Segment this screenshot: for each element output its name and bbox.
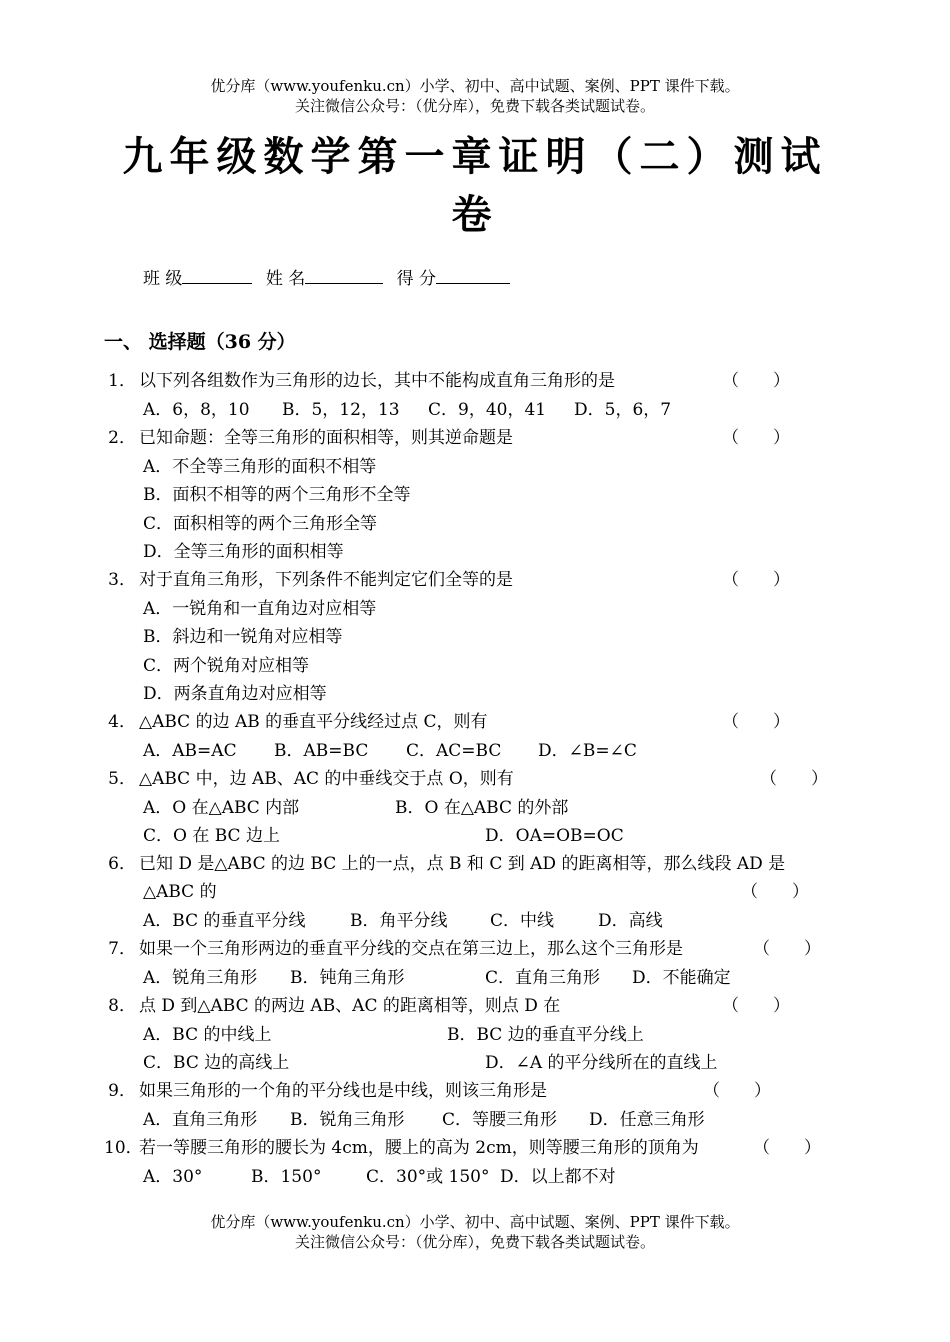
q10-option-c: C．30°或 150° <box>366 1167 490 1187</box>
q1-option-c: C．9，40，41 <box>428 400 547 420</box>
q3-option-a: A．一锐角和一直角边对应相等 <box>143 599 377 619</box>
question-number: 2． <box>108 428 136 448</box>
header-line-2: 关注微信公众号：（优分库），免费下载各类试题试卷。 <box>294 97 655 115</box>
question-2 <box>104 427 513 449</box>
q5-option-b: B．O 在△ABC 的外部 <box>395 798 569 818</box>
class-label: 班 级 <box>143 269 183 289</box>
q9-option-d: D．任意三角形 <box>589 1110 705 1130</box>
q10-option-d: D．以上都不对 <box>500 1167 616 1187</box>
q4-option-a: A．AB=AC <box>143 741 237 761</box>
name-blank[interactable] <box>305 269 383 284</box>
question-text: 若一等腰三角形的腰长为 4cm，腰上的高为 2cm，则等腰三角形的顶角为 <box>139 1138 699 1158</box>
q8-option-b: B．BC 边的垂直平分线上 <box>447 1025 644 1045</box>
q2-option-d: D．全等三角形的面积相等 <box>143 542 344 562</box>
question-text: 以下列各组数作为三角形的边长，其中不能构成直角三角形的是 <box>139 371 615 391</box>
answer-paren-9: （ ） <box>703 1081 771 1101</box>
q7-option-d: D．不能确定 <box>632 968 731 988</box>
question-4 <box>104 711 488 733</box>
question-1 <box>104 370 615 392</box>
answer-paren-5: （ ） <box>760 769 828 789</box>
q1-option-d: D．5，6，7 <box>574 400 672 420</box>
question-number: 1． <box>108 371 136 391</box>
question-6-continued: △ABC 的 <box>143 882 217 902</box>
q1-option-b: B．5，12，13 <box>282 400 400 420</box>
q5-option-d: D．OA=OB=OC <box>485 826 624 846</box>
q3-option-b: B．斜边和一锐角对应相等 <box>143 627 343 647</box>
q7-option-a: A．锐角三角形 <box>143 968 258 988</box>
footer-line-2: 关注微信公众号：（优分库），免费下载各类试题试卷。 <box>294 1233 655 1251</box>
question-9 <box>104 1080 547 1102</box>
question-number: 3． <box>108 570 136 590</box>
question-8 <box>104 995 560 1017</box>
student-info-line <box>143 264 510 289</box>
q9-option-b: B．锐角三角形 <box>290 1110 405 1130</box>
q2-option-a: A．不全等三角形的面积不相等 <box>143 457 377 477</box>
q2-option-b: B．面积不相等的两个三角形不全等 <box>143 485 411 505</box>
question-number: 4． <box>108 712 136 732</box>
name-label: 姓 名 <box>265 269 306 289</box>
answer-paren-2: （ ） <box>722 428 790 448</box>
question-text: 如果一个三角形两边的垂直平分线的交点在第三边上，那么这个三角形是 <box>139 939 683 959</box>
q6-option-d: D．高线 <box>598 911 663 931</box>
q10-option-b: B．150° <box>251 1167 322 1187</box>
section-heading: 一、 选择题（36 分） <box>104 331 296 353</box>
q7-option-c: C．直角三角形 <box>485 968 601 988</box>
class-blank[interactable] <box>182 269 252 284</box>
question-number: 6． <box>108 854 136 874</box>
q6-option-c: C．中线 <box>490 911 555 931</box>
q9-option-c: C．等腰三角形 <box>442 1110 558 1130</box>
q8-option-a: A．BC 的中线上 <box>143 1025 272 1045</box>
question-number: 9． <box>108 1081 136 1101</box>
q10-option-a: A．30° <box>143 1167 203 1187</box>
question-text: 对于直角三角形，下列条件不能判定它们全等的是 <box>139 570 513 590</box>
question-3 <box>104 569 513 591</box>
answer-paren-4: （ ） <box>722 712 790 732</box>
q1-option-a: A．6，8，10 <box>143 400 250 420</box>
question-number: 8． <box>108 996 136 1016</box>
q9-option-a: A．直角三角形 <box>143 1110 258 1130</box>
question-5 <box>104 768 514 790</box>
answer-paren-6: （ ） <box>741 882 809 902</box>
q4-option-d: D．∠B=∠C <box>538 741 637 761</box>
q6-option-b: B．角平分线 <box>350 911 448 931</box>
question-number: 10． <box>104 1138 143 1158</box>
question-text: 已知 D 是△ABC 的边 BC 上的一点，点 B 和 C 到 AD 的距离相等，那么线段 AD 是 <box>139 854 786 874</box>
score-blank[interactable] <box>436 269 510 284</box>
answer-paren-8: （ ） <box>722 996 790 1016</box>
answer-paren-7: （ ） <box>753 939 821 959</box>
q3-option-c: C．两个锐角对应相等 <box>143 656 310 676</box>
q6-option-a: A．BC 的垂直平分线 <box>143 911 306 931</box>
q5-option-c: C．O 在 BC 边上 <box>143 826 280 846</box>
question-7 <box>104 938 683 960</box>
q2-option-c: C．面积相等的两个三角形全等 <box>143 514 378 534</box>
q8-option-d: D．∠A 的平分线所在的直线上 <box>485 1053 718 1073</box>
question-10 <box>104 1137 699 1159</box>
q8-option-c: C．BC 边的高线上 <box>143 1053 290 1073</box>
question-text: 点 D 到△ABC 的两边 AB、AC 的距离相等，则点 D 在 <box>139 996 561 1016</box>
question-6 <box>104 853 785 875</box>
question-number: 7． <box>108 939 136 959</box>
footer-line-1: 优分库（www.youfenku.cn）小学、初中、高中试题、案例、PPT 课件下载。 <box>210 1213 740 1231</box>
q7-option-b: B．钝角三角形 <box>290 968 405 988</box>
question-text: 已知命题：全等三角形的面积相等，则其逆命题是 <box>139 428 513 448</box>
header-line-1: 优分库（www.youfenku.cn）小学、初中、高中试题、案例、PPT 课件下载。 <box>210 77 740 95</box>
score-label: 得 分 <box>396 269 437 289</box>
page-title <box>60 128 890 244</box>
question-text: △ABC 的边 AB 的垂直平分线经过点 C，则有 <box>139 712 488 732</box>
title-line-2: 卷 <box>451 191 499 238</box>
answer-paren-1: （ ） <box>722 371 790 391</box>
q3-option-d: D．两条直角边对应相等 <box>143 684 327 704</box>
answer-paren-3: （ ） <box>722 570 790 590</box>
answer-paren-10: （ ） <box>753 1138 821 1158</box>
question-text: △ABC 中，边 AB、AC 的中垂线交于点 O，则有 <box>139 769 514 789</box>
q4-option-b: B．AB=BC <box>274 741 369 761</box>
question-number: 5． <box>108 769 136 789</box>
question-text: 如果三角形的一个角的平分线也是中线，则该三角形是 <box>139 1081 547 1101</box>
q4-option-c: C．AC=BC <box>406 741 502 761</box>
q5-option-a: A．O 在△ABC 内部 <box>143 798 300 818</box>
title-line-1: 九年级数学第一章证明（二）测试 <box>122 133 828 180</box>
